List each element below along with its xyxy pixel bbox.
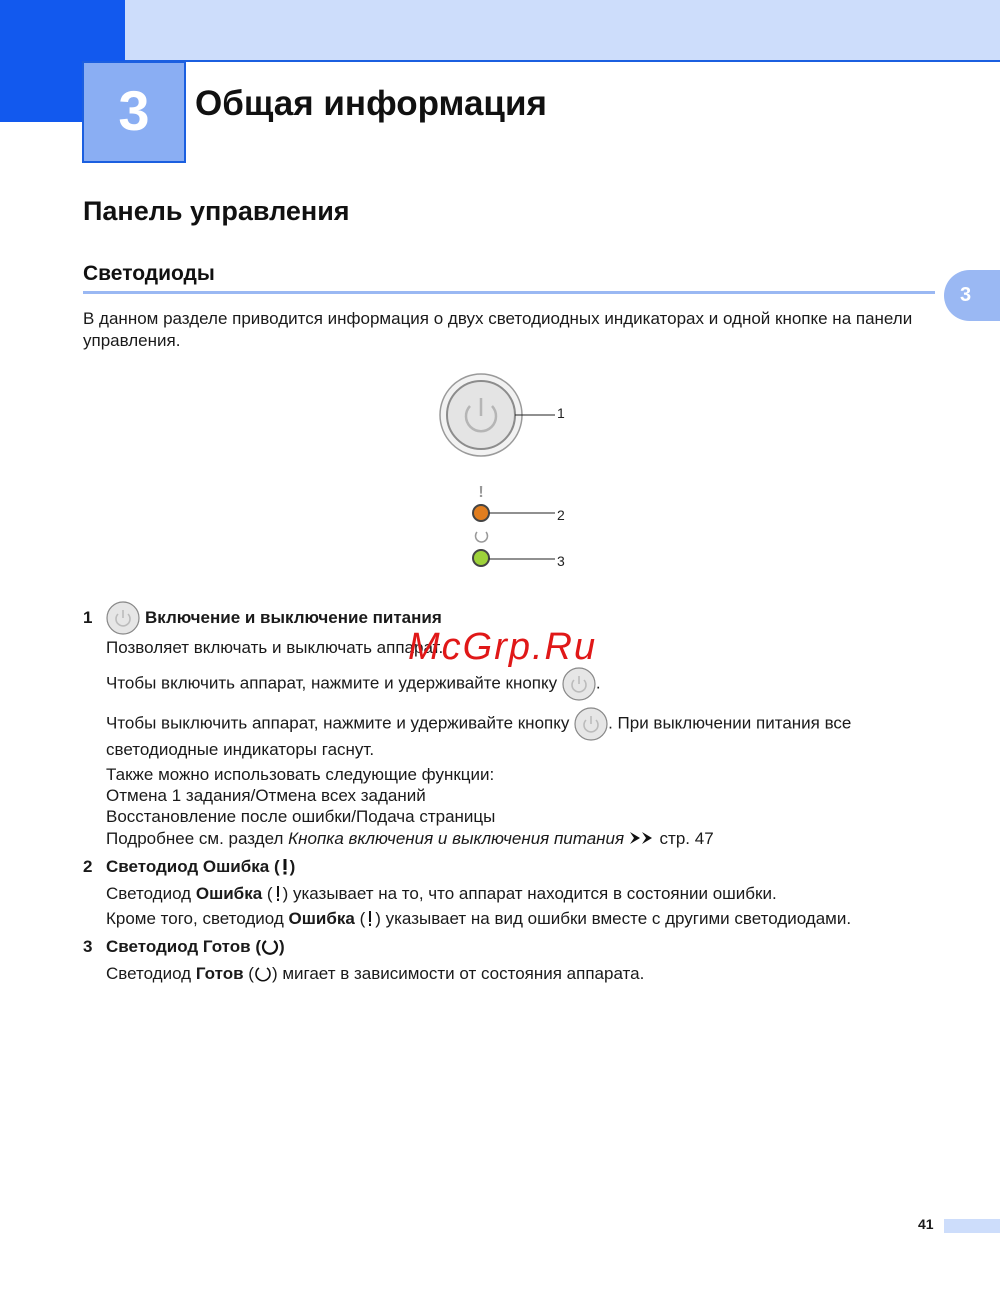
item-1-line-4: светодиодные индикаторы гаснут. <box>106 740 375 759</box>
footer-bar <box>944 1219 1000 1233</box>
chapter-number: 3 <box>82 61 186 163</box>
power-button-icon <box>574 707 608 741</box>
item-1-line-8 <box>106 828 714 850</box>
see-section-text: Подробнее см. раздел <box>106 829 284 848</box>
error-icon <box>280 858 290 875</box>
control-panel-illustration <box>430 370 590 580</box>
item-3-line-1-c: ( <box>248 964 254 983</box>
item-1-line-3-text: Чтобы выключить аппарат, нажмите и удерживайте кнопку <box>106 713 570 733</box>
cross-reference-link[interactable]: Кнопка включения и выключения питания <box>288 829 625 848</box>
item-3-line-1 <box>106 963 644 985</box>
item-3-line-1-d: ) мигает в зависимости от состояния аппарата. <box>271 964 645 983</box>
item-1-number: 1 <box>83 608 93 627</box>
item-3-title-end: ) <box>278 937 285 956</box>
item-2-title-end: ) <box>289 857 296 876</box>
section-rule <box>83 291 935 294</box>
double-arrow-icon <box>629 831 655 845</box>
item-3-title-text: Светодиод Готов ( <box>106 937 261 956</box>
item-2-line-1-b: Ошибка <box>195 884 263 903</box>
figure-label-2: 2 <box>557 507 565 523</box>
chapter-title: Общая информация <box>195 84 547 123</box>
ready-icon <box>261 938 279 955</box>
section-title: Панель управления <box>83 196 350 226</box>
item-3-line-1-b: Готов <box>195 964 244 983</box>
item-1-line-6: Отмена 1 задания/Отмена всех заданий <box>106 786 426 805</box>
item-2-line-2-d: ) указывает на вид ошибки вместе с другими светодиодами. <box>375 909 852 928</box>
item-2-title-text: Светодиод Ошибка ( <box>106 857 280 876</box>
item-2-title <box>106 857 295 877</box>
item-2-line-2 <box>106 908 851 930</box>
item-2-number: 2 <box>83 857 93 876</box>
item-3-number: 3 <box>83 937 93 956</box>
item-2-line-1-c: ( <box>266 884 273 903</box>
item-1-line-5: Также можно использовать следующие функции: <box>106 765 495 784</box>
item-1-line-7: Восстановление после ошибки/Подача страницы <box>106 807 496 826</box>
item-2-line-2-b: Ошибка <box>288 909 355 928</box>
item-1-title: Включение и выключение питания <box>145 608 442 627</box>
error-icon <box>365 910 375 927</box>
item-3-title <box>106 937 285 957</box>
item-2-line-1-a: Светодиод <box>106 884 192 903</box>
figure-label-3: 3 <box>557 553 565 569</box>
item-3-line-1-a: Светодиод <box>106 964 192 983</box>
item-1-line-3-end: . При выключении питания все <box>608 713 852 733</box>
item-1-line-1: Позволяет включать и выключать аппарат. <box>106 638 444 657</box>
power-button-icon <box>106 601 140 635</box>
page-number: 41 <box>918 1216 934 1232</box>
watermark: McGrp.Ru <box>408 626 598 668</box>
item-2-line-2-a: Кроме того, светодиод <box>106 909 284 928</box>
item-2-line-1 <box>106 883 777 905</box>
power-button-icon <box>562 667 596 701</box>
subsection-title: Светодиоды <box>83 262 215 285</box>
item-1-line-2-end: . <box>595 673 601 693</box>
figure-label-1: 1 <box>557 405 565 421</box>
item-1-line-2 <box>106 667 601 701</box>
error-icon <box>273 885 283 902</box>
page-reference: стр. 47 <box>659 829 714 848</box>
header-band <box>0 0 1000 62</box>
svg-text:!: ! <box>478 484 484 501</box>
intro-paragraph: В данном разделе приводится информация о двух светодиодных индикаторах и одной кнопке на панели управления. <box>83 309 913 350</box>
control-panel-figure <box>430 370 590 580</box>
item-2-line-1-d: ) указывает на то, что аппарат находится в состоянии ошибки. <box>282 884 777 903</box>
chapter-side-tab: 3 <box>944 270 1000 321</box>
item-1-line-2-text: Чтобы включить аппарат, нажмите и удерживайте кнопку <box>106 673 558 693</box>
ready-icon <box>254 965 272 982</box>
item-2-line-2-c: ( <box>359 909 366 928</box>
item-1-line-3 <box>106 707 851 741</box>
